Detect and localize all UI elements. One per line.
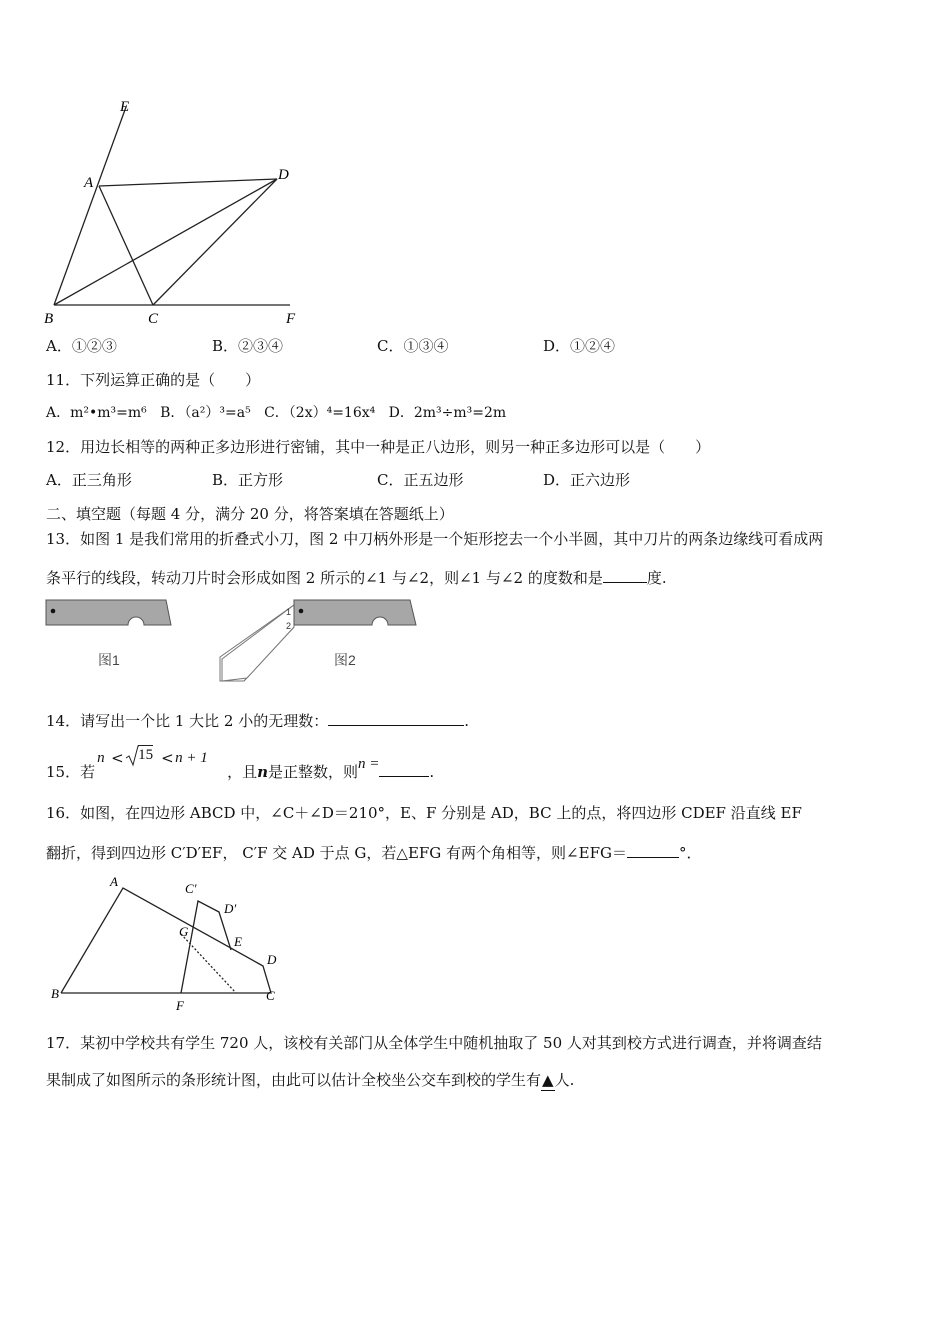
q15-pre: 15．若	[46, 763, 96, 781]
q15-mid2: 是正整数，则	[268, 763, 359, 781]
q11-options	[46, 403, 506, 423]
q15-answer-blank	[379, 760, 429, 777]
label-A: A	[84, 175, 94, 191]
q11-opt-b-text: （a²）³=a⁵	[184, 405, 251, 421]
q13-line1: 13．如图 1 是我们常用的折叠式小刀，图 2 中刀柄外形是一个矩形挖去一个小半圆，其中刀片的两条边缘线可看成两	[46, 530, 824, 548]
q12-stem: 12．用边长相等的两种正多边形进行密铺，其中一种是正八边形，则另一种正多边形可以是（ ）	[46, 438, 711, 456]
q16-answer-blank	[627, 841, 679, 858]
q11-opt-a-text: m²•m³=m⁶	[70, 405, 147, 421]
q15-n: n	[257, 763, 269, 781]
q16-line2-text: 翻折，得到四边形 C′D′EF， C′F 交 AD 于点 G，若△EFG 有两个角相等，则∠EFG＝	[46, 844, 627, 862]
q16-label-E: E	[234, 934, 242, 949]
q16-label-A: A	[110, 874, 118, 889]
q10-option-c: C．①③④	[377, 337, 449, 355]
label-D: D	[278, 167, 289, 183]
q15-ineq-sqrt: 15	[138, 747, 154, 763]
q15-ineq-n1: n + 1	[175, 750, 208, 766]
q16-label-F: F	[176, 998, 184, 1012]
q16-label-B: B	[51, 986, 59, 1001]
section-2-title: 二、填空题（每题 4 分，满分 20 分，将答案填在答题纸上）	[46, 505, 454, 523]
q11-opt-d-text: 2m³÷m³=2m	[413, 405, 507, 421]
label-F: F	[286, 311, 296, 327]
q14-line	[46, 709, 469, 731]
q17-line1: 17．某初中学校共有学生 720 人，该校有关部门从全体学生中随机抽取了 50 人对其到校方式进行调查，并将调查结	[46, 1034, 822, 1052]
q15-ineq-n: n	[97, 750, 105, 766]
q15-neq: n =	[358, 756, 380, 772]
q12-option-a: A．正三角形	[46, 471, 132, 489]
q14-end: .	[464, 712, 470, 730]
q16-quadrilateral-figure	[46, 872, 296, 1012]
q15-mid: ，且	[227, 763, 258, 781]
q16-label-D: D	[267, 952, 277, 967]
label-B: B	[44, 311, 54, 327]
q16-label-C-prime: C′	[185, 881, 197, 896]
q12-option-b: B．正方形	[212, 471, 284, 489]
q16-line1: 16．如图，在四边形 ABCD 中，∠C＋∠D＝210°，E、F 分别是 AD，BC 上的点，将四边形 CDEF 沿直线 EF	[46, 804, 802, 822]
label-C: C	[148, 311, 159, 327]
q13-line2-end: 度.	[646, 569, 667, 587]
fig2-caption: 图2	[334, 652, 356, 668]
q17-line2-end: 人.	[554, 1071, 575, 1089]
q15-ineq-lt2: <	[161, 749, 174, 767]
q10-option-a: A．①②③	[46, 337, 117, 355]
q16-label-D-prime: D′	[224, 901, 237, 916]
angle-1-label: 1	[286, 607, 292, 617]
q16-line2-end: °．	[678, 844, 702, 862]
angle-2-label: 2	[286, 621, 292, 631]
q12-option-c: C．正五边形	[377, 471, 464, 489]
q16-line2	[46, 841, 701, 863]
fig1-caption: 图1	[98, 652, 120, 668]
q17-line2	[46, 1070, 574, 1091]
q13-line2	[46, 566, 667, 588]
q17-line2-text: 果制成了如图所示的条形统计图，由此可以估计全校坐公交车到校的学生有	[46, 1071, 542, 1089]
sqrt-icon	[125, 745, 139, 767]
q10-option-d: D．①②④	[543, 337, 616, 355]
q11-opt-b-label: B．	[160, 405, 185, 421]
q15-end: .	[429, 763, 435, 781]
q13-answer-blank	[603, 566, 647, 583]
q11-opt-a-label: A．	[46, 405, 71, 421]
q15-ineq-lt1: <	[111, 749, 124, 767]
q10-geometry-figure	[40, 95, 310, 330]
label-E: E	[120, 99, 130, 115]
q16-label-C: C	[266, 988, 275, 1003]
q11-opt-c-text: （2x）⁴=16x⁴	[288, 405, 376, 421]
q12-option-d: D．正六边形	[543, 471, 631, 489]
q14-text: 14．请写出一个比 1 大比 2 小的无理数：	[46, 712, 329, 730]
q15-line	[46, 747, 435, 783]
q11-opt-c-label: C．	[264, 405, 289, 421]
q13-line2-text: 条平行的线段，转动刀片时会形成如图 2 所示的∠1 与∠2，则∠1 与∠2 的度数和是	[46, 569, 603, 587]
q11-stem: 11．下列运算正确的是（ ）	[46, 371, 261, 389]
q13-knife-figures	[44, 595, 424, 685]
q14-answer-blank	[328, 709, 464, 726]
q10-option-b: B．②③④	[212, 337, 284, 355]
q15-inequality	[95, 747, 227, 777]
q16-label-G: G	[179, 924, 189, 939]
q11-opt-d-label: D．	[388, 405, 414, 421]
q17-answer-triangle: ▲	[542, 1071, 554, 1089]
